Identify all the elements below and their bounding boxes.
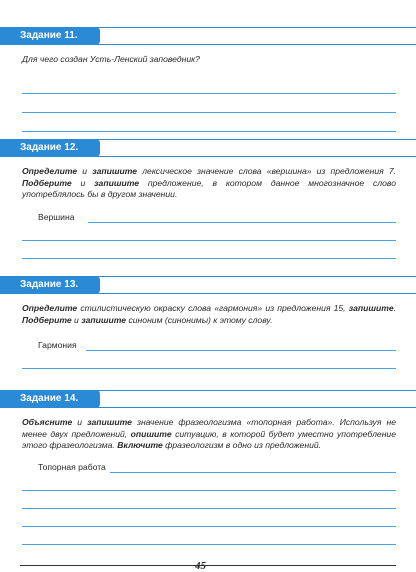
- header-rule: [96, 407, 416, 408]
- answer-line[interactable]: [22, 368, 396, 369]
- task-12-header: [0, 139, 100, 157]
- task-12-instructions: Определите и запишите лексическое значение слова «вершина» из предложения 7. Подберите и запишите предложение, в котором данное многозначное слово употреблялось бы в другом значении.: [22, 166, 397, 199]
- task-13-instructions: Определите стилистическую окраску слова «гармония» из предложения 15, запишите. Подберите и запишите синоним (синонимы) к этому слову.: [22, 303, 396, 325]
- header-rule: [96, 293, 416, 294]
- answer-line[interactable]: [22, 93, 396, 94]
- toporaya-rabota-label: Топорная работа: [38, 462, 106, 472]
- answer-line[interactable]: [22, 490, 396, 491]
- header-rule: [96, 27, 416, 28]
- answer-line[interactable]: [86, 350, 396, 351]
- answer-line[interactable]: [22, 112, 396, 113]
- header-rule: [96, 139, 416, 140]
- task-14-instructions: Объясните и запишите значение фразеологизма «топорная работа». Используя не менее двух предложений, опишите ситуацию, в которой будет уместно употребление этого фразеологизма. Включите фразеологизм в одно из предложений.: [22, 417, 396, 450]
- answer-line[interactable]: [22, 526, 396, 527]
- task-14-header: [0, 390, 100, 408]
- answer-line[interactable]: [88, 222, 396, 223]
- task-12-title: Задание 12.: [0, 139, 100, 157]
- footer-rule: [20, 565, 396, 566]
- garmoniya-label: Гармония: [38, 340, 77, 350]
- vershina-label: Вершина: [38, 212, 75, 222]
- task-11-header: [0, 27, 100, 45]
- header-rule: [96, 156, 416, 157]
- task-13-header: [0, 276, 100, 294]
- answer-line[interactable]: [22, 544, 396, 545]
- answer-line[interactable]: [22, 258, 396, 259]
- task-13-title: Задание 13.: [0, 276, 100, 294]
- task-11-question: Для чего создан Усть-Ленский заповедник?: [22, 54, 200, 64]
- answer-line[interactable]: [22, 508, 396, 509]
- task-14-title: Задание 14.: [0, 390, 100, 408]
- header-rule: [96, 390, 416, 391]
- header-rule: [96, 44, 416, 45]
- answer-line[interactable]: [22, 240, 396, 241]
- header-rule: [96, 276, 416, 277]
- task-11-title: Задание 11.: [0, 27, 100, 45]
- answer-line[interactable]: [22, 131, 396, 132]
- page-number: 45: [195, 560, 206, 572]
- answer-line[interactable]: [110, 472, 396, 473]
